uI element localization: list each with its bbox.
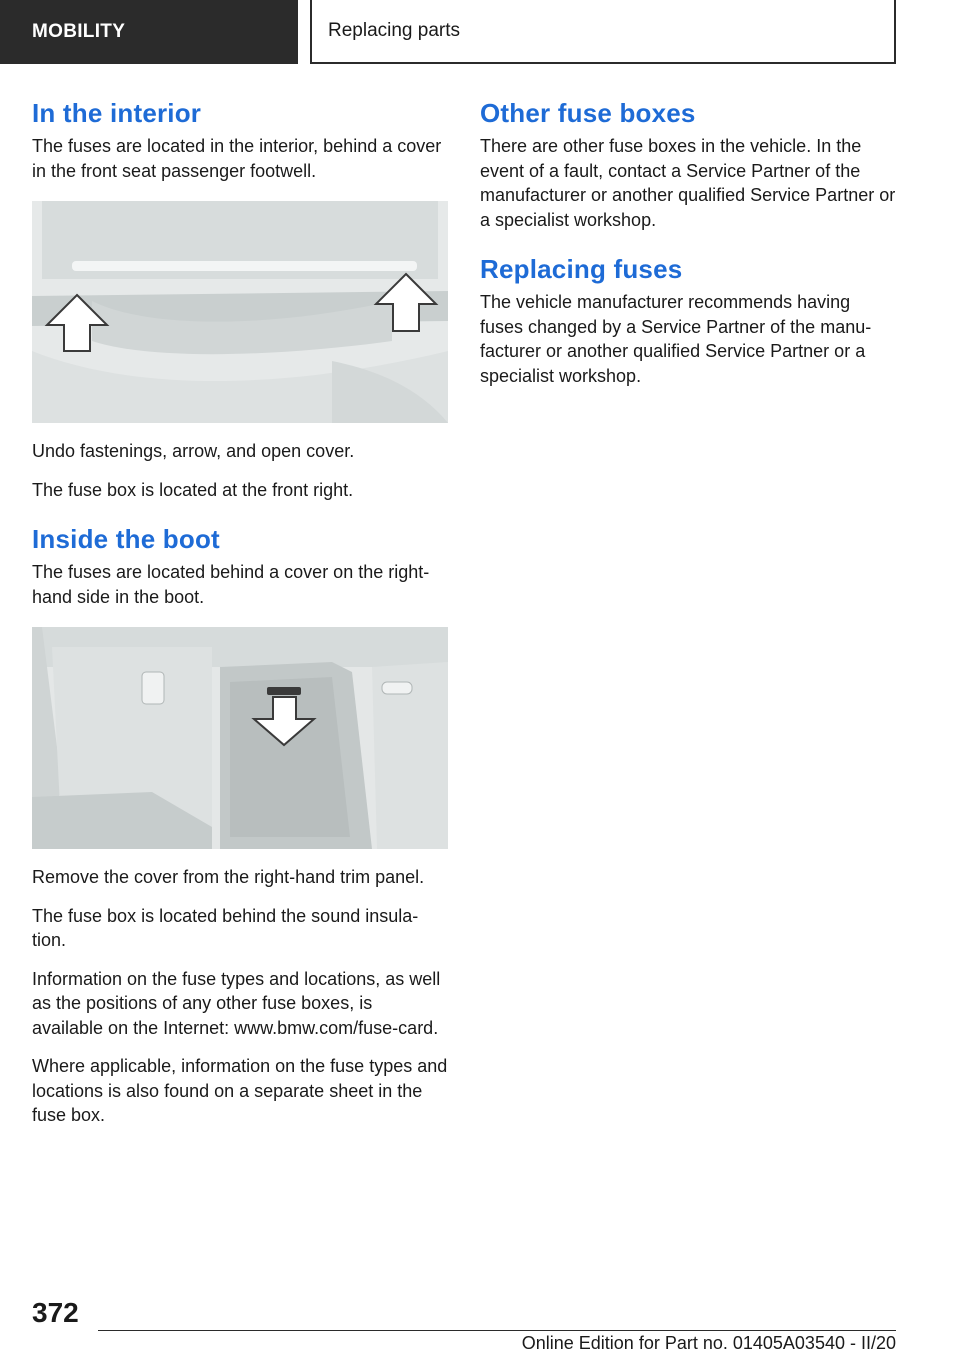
- replacing-fuses-text: The vehicle manufacturer recommends having fuses changed by a Service Partner of the manu-facturer or another qualified Service Partner or a specialist workshop.: [480, 292, 872, 386]
- footer-divider: [98, 1330, 896, 1331]
- other-fuse-boxes-text: There are other fuse boxes in the vehicle. In the event of a fault, contact a Service Partner of the manufacturer or another qualified Service Partner or a specialist workshop.: [480, 136, 896, 230]
- heading-boot: Inside the boot: [32, 524, 220, 554]
- interior-caption: Undo fastenings, arrow, and open cover.: [32, 441, 355, 461]
- chapter-header: [310, 0, 896, 64]
- boot-location: The fuse box is located behind the sound insula-tion.: [32, 905, 419, 950]
- section-title: MOBILITY: [32, 21, 126, 42]
- heading-other-fuse-boxes: Other fuse boxes: [480, 98, 696, 128]
- section-tab: [0, 0, 298, 64]
- boot-intro: The fuses are located behind a cover on the right-hand side in the boot.: [32, 562, 430, 607]
- chapter-title: Replacing parts: [328, 20, 461, 41]
- interior-location: The fuse box is located at the front right.: [32, 479, 354, 500]
- footwell-cover-illustration: [32, 201, 448, 423]
- heading-interior: In the interior: [32, 98, 202, 128]
- page-number: 372: [32, 1297, 79, 1328]
- edition-note: Online Edition for Part no. 01405A03540 - II/20: [521, 1333, 896, 1353]
- boot-cover-illustration: [32, 627, 448, 849]
- boot-caption: Remove the cover from the right-hand trim panel.: [32, 867, 425, 887]
- interior-intro: The fuses are located in the interior, behind a cover in the front seat passenger footwell.: [32, 136, 442, 181]
- left-column: [32, 96, 448, 1142]
- heading-replacing-fuses: Replacing fuses: [480, 254, 683, 284]
- right-column: [480, 96, 898, 402]
- boot-info: Information on the fuse types and locations, as well as the positions of any other fuse boxes, is available on the Internet: www.bmw.com/fuse-card.: [32, 968, 441, 1038]
- boot-sheet: Where applicable, information on the fuse types and locations is also found on a separate sheet in the fuse box.: [32, 1056, 448, 1125]
